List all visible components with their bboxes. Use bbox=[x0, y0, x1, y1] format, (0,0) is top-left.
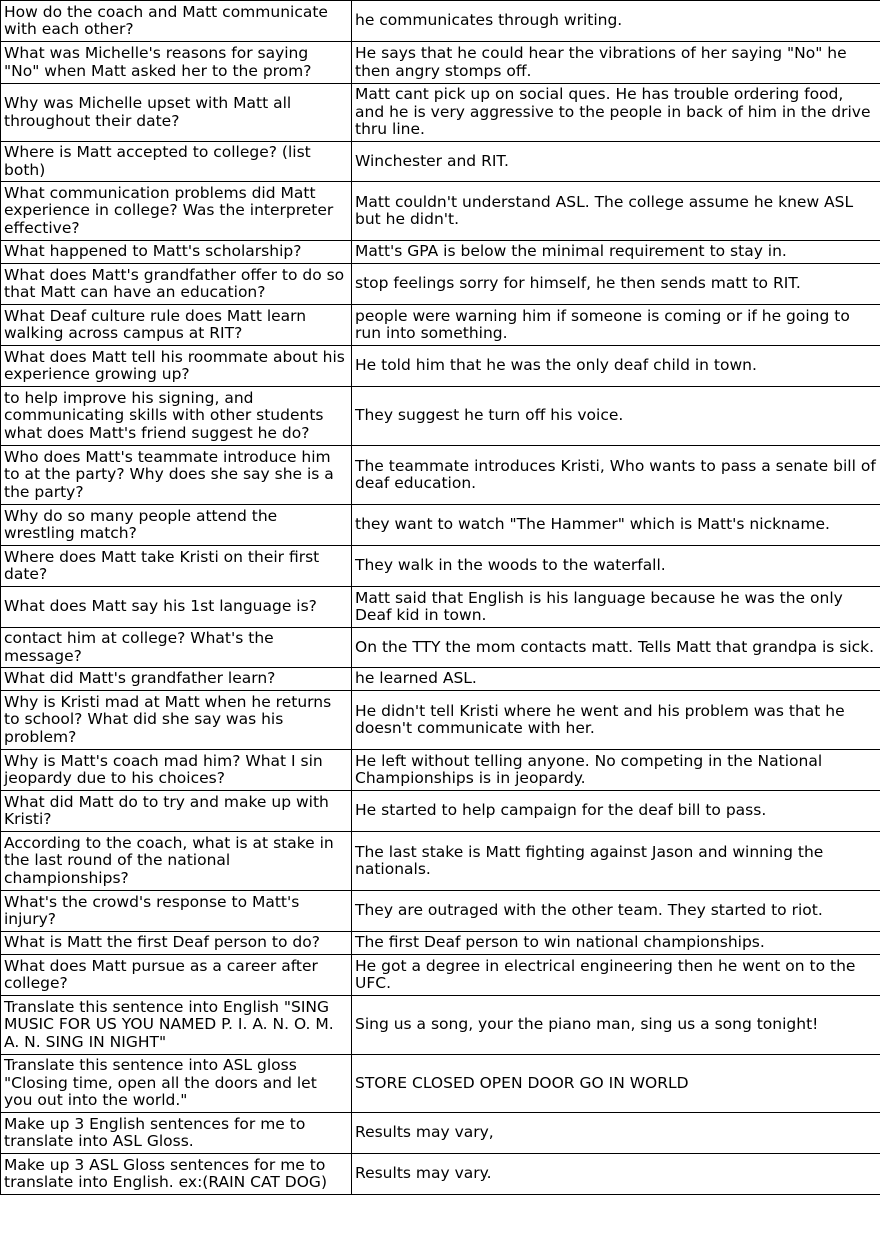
question-cell: What Deaf culture rule does Matt learn walking across campus at RIT? bbox=[1, 305, 352, 346]
answer-cell: Matt cant pick up on social ques. He has trouble ordering food, and he is very aggressive to the people in back of him in the drive thru line. bbox=[352, 84, 880, 142]
question-cell: contact him at college? What's the message? bbox=[1, 628, 352, 668]
table-row bbox=[1, 587, 880, 628]
qa-table-body bbox=[1, 1, 880, 1195]
table-row bbox=[1, 1, 880, 42]
answer-cell: The last stake is Matt fighting against Jason and winning the nationals. bbox=[352, 832, 880, 891]
table-row bbox=[1, 996, 880, 1055]
table-row bbox=[1, 446, 880, 505]
question-cell: What does Matt tell his roommate about his experience growing up? bbox=[1, 346, 352, 387]
table-row bbox=[1, 1113, 880, 1154]
question-cell: Make up 3 English sentences for me to translate into ASL Gloss. bbox=[1, 1113, 352, 1154]
answer-cell: Matt's GPA is below the minimal requirement to stay in. bbox=[352, 241, 880, 264]
question-cell: How do the coach and Matt communicate with each other? bbox=[1, 1, 352, 42]
table-row bbox=[1, 182, 880, 241]
answer-cell: On the TTY the mom contacts matt. Tells Matt that grandpa is sick. bbox=[352, 628, 880, 668]
question-cell: What is Matt the first Deaf person to do? bbox=[1, 932, 352, 955]
answer-cell: He got a degree in electrical engineering then he went on to the UFC. bbox=[352, 955, 880, 996]
answer-cell: stop feelings sorry for himself, he then sends matt to RIT. bbox=[352, 264, 880, 305]
answer-cell: The first Deaf person to win national championships. bbox=[352, 932, 880, 955]
answer-cell: Winchester and RIT. bbox=[352, 142, 880, 182]
answer-cell: he learned ASL. bbox=[352, 668, 880, 691]
answer-cell: Results may vary, bbox=[352, 1113, 880, 1154]
question-cell: What does Matt's grandfather offer to do so that Matt can have an education? bbox=[1, 264, 352, 305]
question-cell: What was Michelle's reasons for saying "No" when Matt asked her to the prom? bbox=[1, 42, 352, 84]
answer-cell: He told him that he was the only deaf child in town. bbox=[352, 346, 880, 387]
table-row bbox=[1, 955, 880, 996]
table-row bbox=[1, 84, 880, 142]
question-cell: What did Matt do to try and make up with Kristi? bbox=[1, 791, 352, 832]
answer-cell: he communicates through writing. bbox=[352, 1, 880, 42]
answer-cell: STORE CLOSED OPEN DOOR GO IN WORLD bbox=[352, 1055, 880, 1113]
question-cell: What's the crowd's response to Matt's injury? bbox=[1, 891, 352, 932]
question-cell: What communication problems did Matt experience in college? Was the interpreter effective? bbox=[1, 182, 352, 241]
question-cell: Where is Matt accepted to college? (list both) bbox=[1, 142, 352, 182]
answer-cell: Matt said that English is his language because he was the only Deaf kid in town. bbox=[352, 587, 880, 628]
answer-cell: He says that he could hear the vibrations of her saying "No" he then angry stomps off. bbox=[352, 42, 880, 84]
table-row bbox=[1, 891, 880, 932]
table-row bbox=[1, 305, 880, 346]
table-row bbox=[1, 387, 880, 446]
question-cell: Where does Matt take Kristi on their first date? bbox=[1, 546, 352, 587]
question-cell: Translate this sentence into English "SING MUSIC FOR US YOU NAMED P. I. A. N. O. M. A. N. SING IN NIGHT" bbox=[1, 996, 352, 1055]
table-row bbox=[1, 791, 880, 832]
question-cell: What did Matt's grandfather learn? bbox=[1, 668, 352, 691]
answer-cell: They walk in the woods to the waterfall. bbox=[352, 546, 880, 587]
question-cell: Who does Matt's teammate introduce him to at the party? Why does she say she is a the party? bbox=[1, 446, 352, 505]
table-row bbox=[1, 691, 880, 750]
question-cell: Why do so many people attend the wrestling match? bbox=[1, 505, 352, 546]
answer-cell: Results may vary. bbox=[352, 1154, 880, 1195]
answer-cell: people were warning him if someone is coming or if he going to run into something. bbox=[352, 305, 880, 346]
table-row bbox=[1, 42, 880, 84]
question-cell: What does Matt pursue as a career after college? bbox=[1, 955, 352, 996]
table-row bbox=[1, 628, 880, 668]
answer-cell: They suggest he turn off his voice. bbox=[352, 387, 880, 446]
table-row bbox=[1, 505, 880, 546]
table-row bbox=[1, 142, 880, 182]
table-row bbox=[1, 832, 880, 891]
answer-cell: He didn't tell Kristi where he went and his problem was that he doesn't communicate with her. bbox=[352, 691, 880, 750]
question-cell: Why is Matt's coach mad him? What I sin jeopardy due to his choices? bbox=[1, 750, 352, 791]
question-cell: Translate this sentence into ASL gloss "Closing time, open all the doors and let you out into the world." bbox=[1, 1055, 352, 1113]
table-row bbox=[1, 750, 880, 791]
table-row bbox=[1, 346, 880, 387]
question-cell: According to the coach, what is at stake in the last round of the national championships? bbox=[1, 832, 352, 891]
answer-cell: He left without telling anyone. No competing in the National Championships is in jeopardy. bbox=[352, 750, 880, 791]
answer-cell: Sing us a song, your the piano man, sing us a song tonight! bbox=[352, 996, 880, 1055]
table-row bbox=[1, 1154, 880, 1195]
table-row bbox=[1, 241, 880, 264]
answer-cell: They are outraged with the other team. They started to riot. bbox=[352, 891, 880, 932]
table-row bbox=[1, 546, 880, 587]
table-row bbox=[1, 264, 880, 305]
question-cell: Why was Michelle upset with Matt all throughout their date? bbox=[1, 84, 352, 142]
question-cell: What does Matt say his 1st language is? bbox=[1, 587, 352, 628]
answer-cell: Matt couldn't understand ASL. The college assume he knew ASL but he didn't. bbox=[352, 182, 880, 241]
question-cell: What happened to Matt's scholarship? bbox=[1, 241, 352, 264]
table-row bbox=[1, 1055, 880, 1113]
answer-cell: they want to watch "The Hammer" which is Matt's nickname. bbox=[352, 505, 880, 546]
answer-cell: The teammate introduces Kristi, Who wants to pass a senate bill of deaf education. bbox=[352, 446, 880, 505]
answer-cell: He started to help campaign for the deaf bill to pass. bbox=[352, 791, 880, 832]
question-cell: to help improve his signing, and communicating skills with other students what does Matt's friend suggest he do? bbox=[1, 387, 352, 446]
question-cell: Why is Kristi mad at Matt when he returns to school? What did she say was his problem? bbox=[1, 691, 352, 750]
question-cell: Make up 3 ASL Gloss sentences for me to translate into English. ex:(RAIN CAT DOG) bbox=[1, 1154, 352, 1195]
table-row bbox=[1, 668, 880, 691]
table-row bbox=[1, 932, 880, 955]
